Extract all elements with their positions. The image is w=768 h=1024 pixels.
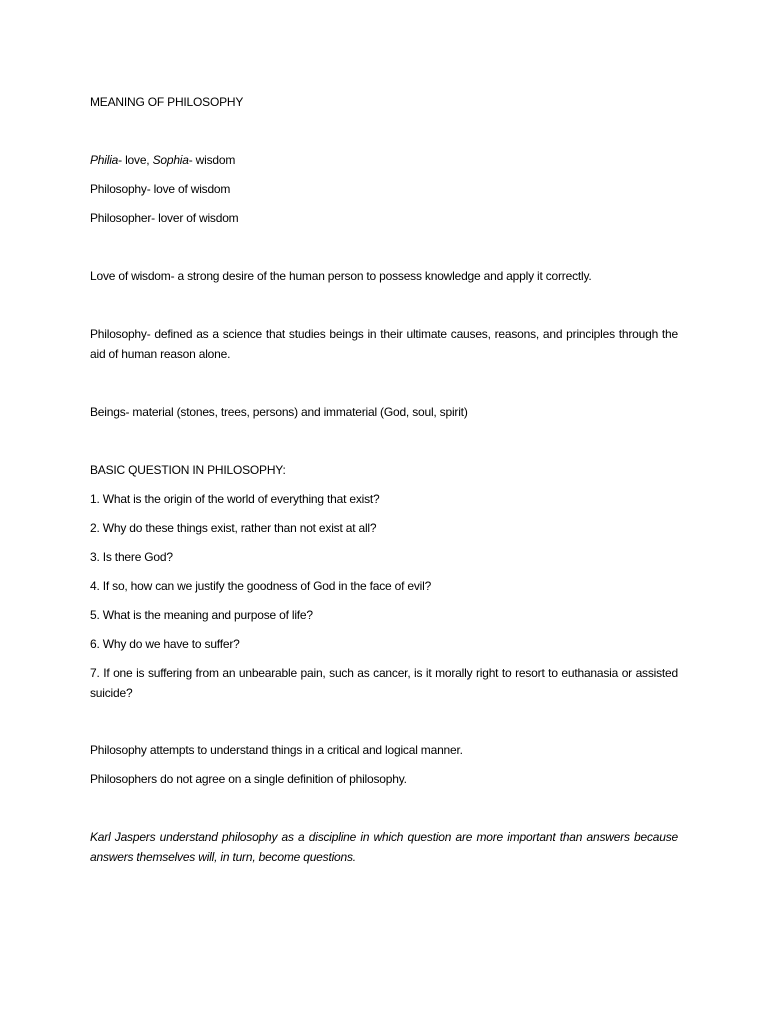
- term-philia-definition: - love,: [118, 153, 153, 167]
- question-item: 2. Why do these things exist, rather than not exist at all?: [90, 521, 377, 535]
- beings-paragraph: Beings- material (stones, trees, persons) and immaterial (God, soul, spirit): [90, 405, 468, 419]
- questions-heading: BASIC QUESTION IN PHILOSOPHY:: [90, 463, 286, 477]
- statement-critical-logical: Philosophy attempts to understand things in a critical and logical manner.: [90, 743, 463, 757]
- karl-jaspers-quote: Karl Jaspers understand philosophy as a discipline in which question are more important than answers because answers themselves will, in turn, become questions.: [90, 830, 678, 864]
- philosophy-definition-paragraph: Philosophy- defined as a science that studies beings in their ultimate causes, reasons, and principles through the aid of human reason alone.: [90, 327, 678, 361]
- statement-no-single-definition: Philosophers do not agree on a single definition of philosophy.: [90, 772, 407, 786]
- question-item: 7. If one is suffering from an unbearable pain, such as cancer, is it morally right to resort to euthanasia or assisted suicide?: [90, 666, 678, 700]
- question-item: 6. Why do we have to suffer?: [90, 637, 240, 651]
- definition-philosophy: Philosophy- love of wisdom: [90, 182, 231, 196]
- question-item: 1. What is the origin of the world of everything that exist?: [90, 492, 380, 506]
- etymology-line: [90, 150, 678, 170]
- question-item: 5. What is the meaning and purpose of life?: [90, 608, 313, 622]
- question-item: 3. Is there God?: [90, 550, 173, 564]
- question-item: 4. If so, how can we justify the goodness of God in the face of evil?: [90, 579, 432, 593]
- term-sophia: Sophia: [152, 153, 189, 167]
- definition-philosopher: Philosopher- lover of wisdom: [90, 211, 239, 225]
- term-sophia-definition: - wisdom: [188, 153, 236, 167]
- love-of-wisdom-paragraph: Love of wisdom- a strong desire of the human person to possess knowledge and apply it correctly.: [90, 269, 592, 283]
- term-philia: Philia: [90, 153, 119, 167]
- page-title: MEANING OF PHILOSOPHY: [90, 95, 244, 109]
